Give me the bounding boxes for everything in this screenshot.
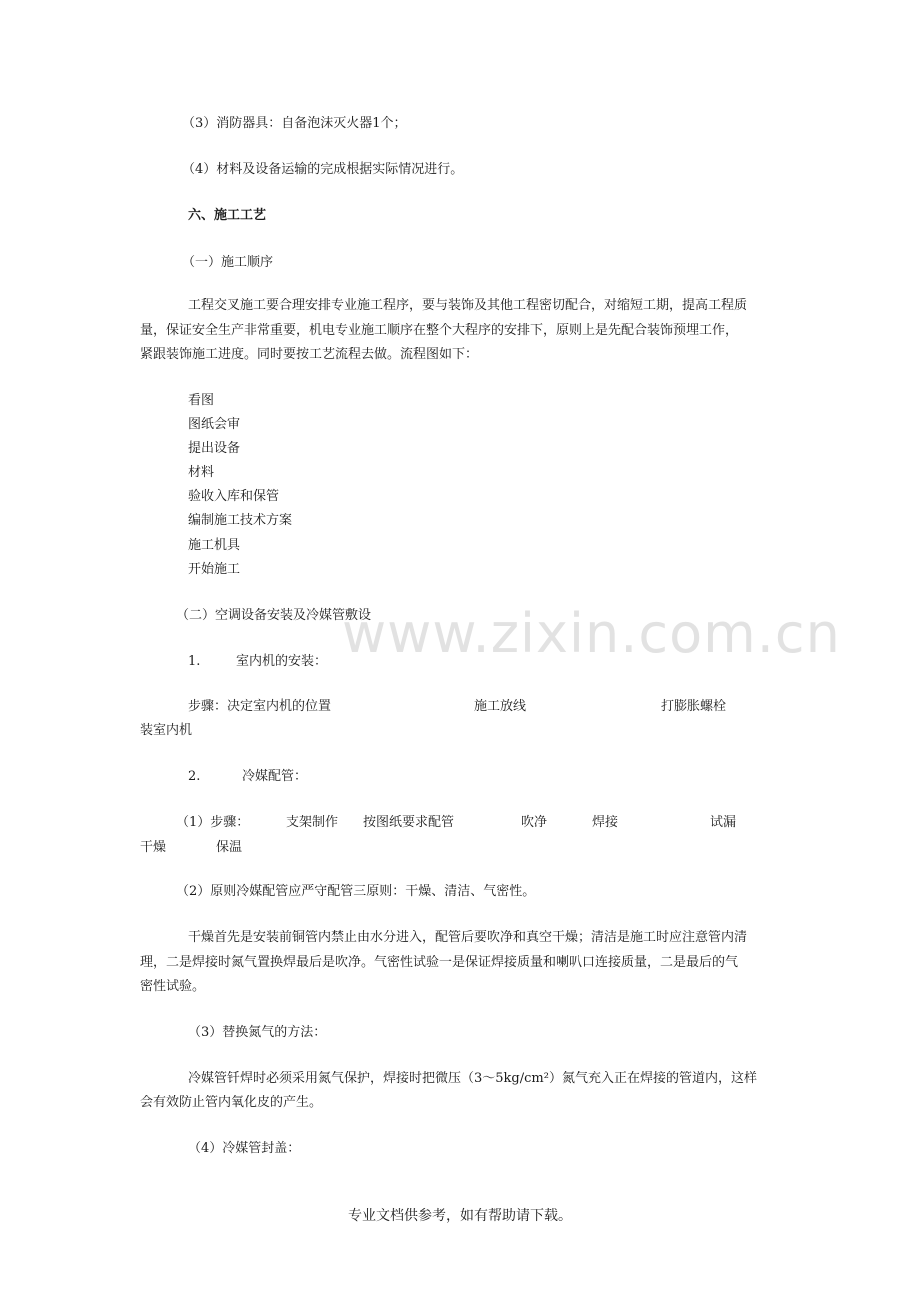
step-text: 施工放线 (474, 699, 527, 714)
list-item-indoor-unit: 室内机的安装： (236, 654, 328, 669)
flow-step: 编制施工技术方案 (188, 513, 293, 528)
step-text: 装室内机 (140, 723, 193, 738)
flow-step: 提出设备 (188, 441, 241, 456)
step-text: （1）步骤： (176, 815, 250, 830)
step-text: 打膨胀螺栓 (661, 699, 727, 714)
step-text: 步骤：决定室内机的位置 (188, 699, 332, 714)
flow-step: 看图 (188, 393, 215, 408)
step-text: 试漏 (710, 815, 737, 830)
step-text: 吹净 (521, 815, 548, 830)
list-item-refrigerant-piping: 冷媒配管： (242, 769, 308, 784)
paragraph-line: 理，二是焊接时氮气置换焊最后是吹净。气密性试验一是保证焊接质量和喇叭口连接质量，二是最后的气 (140, 955, 739, 970)
step-text: 按图纸要求配管 (363, 815, 455, 830)
item-transport: （4）材料及设备运输的完成根据实际情况进行。 (182, 162, 464, 177)
flow-step: 开始施工 (188, 562, 241, 577)
subheading-construction-order: （一）施工顺序 (182, 255, 274, 270)
paragraph-line: 冷媒管钎焊时必须采用氮气保护，焊接时把微压（3～5kg/cm²）氮气充入正在焊接的管道内，这样 (188, 1071, 757, 1086)
flow-step: 施工机具 (188, 538, 241, 553)
page-footer: 专业文档供参考，如有帮助请下载。 (348, 1208, 572, 1224)
subheading-nitrogen: （3）替换氮气的方法： (188, 1025, 327, 1040)
section-heading-construction-process: 六、施工工艺 (188, 208, 267, 223)
flow-step: 图纸会审 (188, 417, 241, 432)
item-fire-equipment: （3）消防器具：自备泡沫灭火器1个； (182, 116, 407, 131)
subheading-pipe-capping: （4）冷媒管封盖： (188, 1141, 301, 1156)
paragraph-line: 工程交叉施工要合理安排专业施工程序，要与装饰及其他工程密切配合，对缩短工期，提高工程质 (188, 298, 748, 313)
watermark: www.zixin.com.cn (342, 602, 841, 665)
paragraph-line: 干燥首先是安装前铜管内禁止由水分进入，配管后要吹净和真空干燥；清洁是施工时应注意管内清 (188, 930, 748, 945)
list-number: 2. (188, 769, 201, 784)
step-text: 保温 (216, 840, 243, 855)
paragraph-line: 会有效防止管内氧化皮的产生。 (140, 1095, 323, 1110)
flow-step: 材料 (188, 465, 215, 480)
principle-line: （2）原则冷媒配管应严守配管三原则：干燥、清洁、气密性。 (176, 884, 536, 899)
list-number: 1. (188, 654, 201, 669)
subheading-ac-installation: （二）空调设备安装及冷媒管敷设 (176, 608, 372, 623)
step-text: 支架制作 (286, 815, 339, 830)
paragraph-line: 密性试验。 (140, 979, 206, 994)
paragraph-line: 紧跟装饰施工进度。同时要按工艺流程去做。流程图如下： (140, 347, 479, 362)
step-text: 焊接 (592, 815, 619, 830)
step-text: 干燥 (140, 840, 167, 855)
paragraph-line: 量，保证安全生产非常重要，机电专业施工顺序在整个大程序的安排下，原则上是先配合装饰预埋工作， (140, 323, 739, 338)
flow-step: 验收入库和保管 (188, 489, 280, 504)
